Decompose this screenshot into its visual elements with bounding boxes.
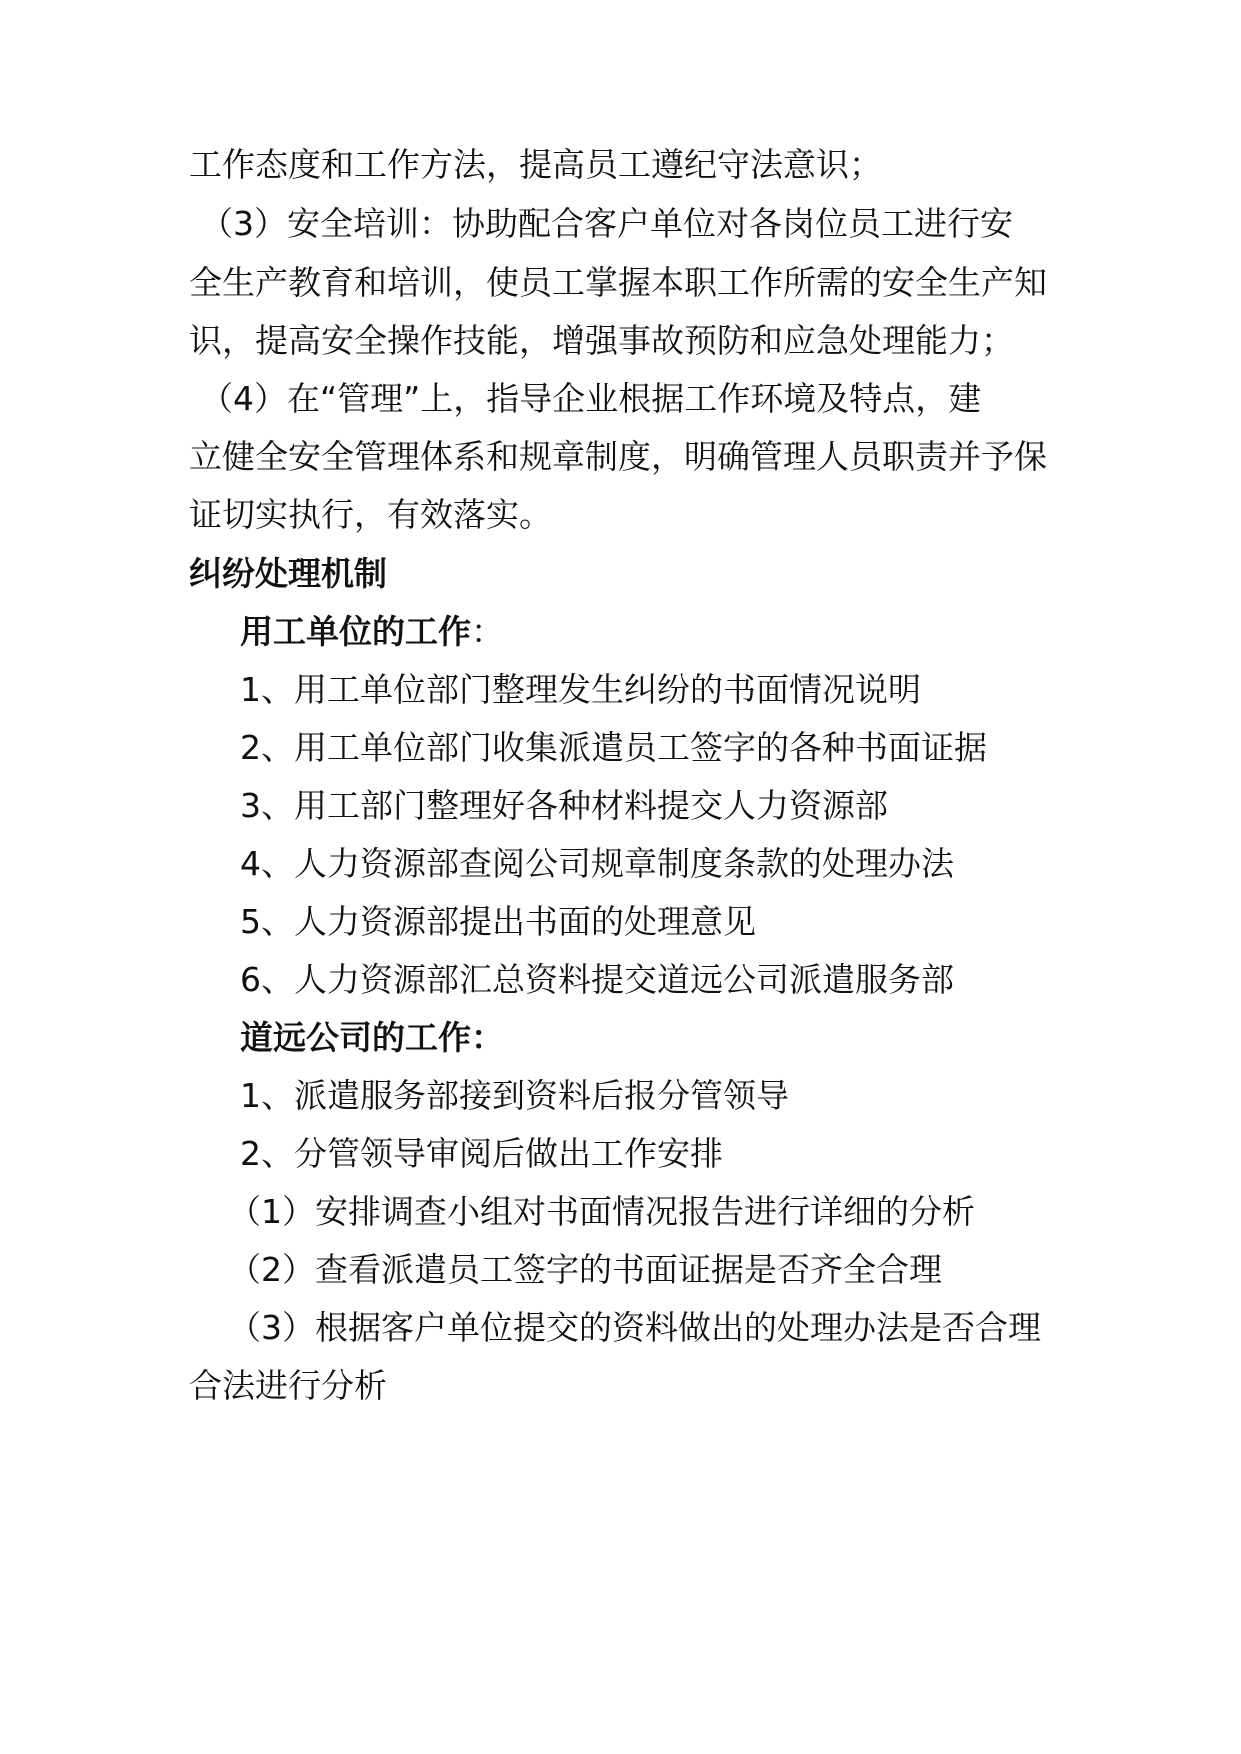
- list-item: 2、用工单位部门收集派遣员工签字的各种书面证据: [240, 728, 987, 767]
- list-item: 4、人力资源部查阅公司规章制度条款的处理办法: [240, 844, 954, 883]
- employer-heading: [240, 610, 1120, 654]
- list-item: 1、派遣服务部接到资料后报分管领导: [240, 1076, 789, 1115]
- sub-list-item: （1）安排调查小组对书面情况报告进行详细的分析: [228, 1192, 975, 1231]
- sub-list-item: （2）查看派遣员工签字的书面证据是否齐全合理: [228, 1250, 942, 1289]
- list-item: 2、分管领导审阅后做出工作安排: [240, 1134, 723, 1173]
- employer-heading-colon: ：: [471, 612, 504, 651]
- paragraph-line: 工作态度和工作方法，提高员工遵纪守法意识；: [189, 145, 882, 184]
- list-item: 6、人力资源部汇总资料提交道远公司派遣服务部: [240, 960, 954, 999]
- employer-heading-text: 用工单位的工作: [240, 612, 471, 651]
- list-item: 3、用工部门整理好各种材料提交人力资源部: [240, 786, 888, 825]
- company-heading: 道远公司的工作：: [240, 1018, 504, 1057]
- sub-list-item-continuation: 合法进行分析: [189, 1366, 387, 1405]
- list-item: 5、人力资源部提出书面的处理意见: [240, 902, 756, 941]
- paragraph-line: 立健全安全管理体系和规章制度，明确管理人员职责并予保: [189, 437, 1047, 476]
- paragraph-line: 证切实执行，有效落实。: [189, 495, 552, 534]
- paragraph-line: （3）安全培训：协助配合客户单位对各岗位员工进行安: [200, 204, 1013, 243]
- list-item: 1、用工单位部门整理发生纠纷的书面情况说明: [240, 670, 921, 709]
- section-title: 纠纷处理机制: [189, 554, 387, 593]
- sub-list-item: （3）根据客户单位提交的资料做出的处理办法是否合理: [228, 1308, 1041, 1347]
- paragraph-line: 全生产教育和培训，使员工掌握本职工作所需的安全生产知: [189, 263, 1047, 302]
- paragraph-line: 识，提高安全操作技能，增强事故预防和应急处理能力；: [189, 321, 1014, 360]
- paragraph-line: （4）在“管理”上，指导企业根据工作环境及特点，建: [200, 379, 982, 418]
